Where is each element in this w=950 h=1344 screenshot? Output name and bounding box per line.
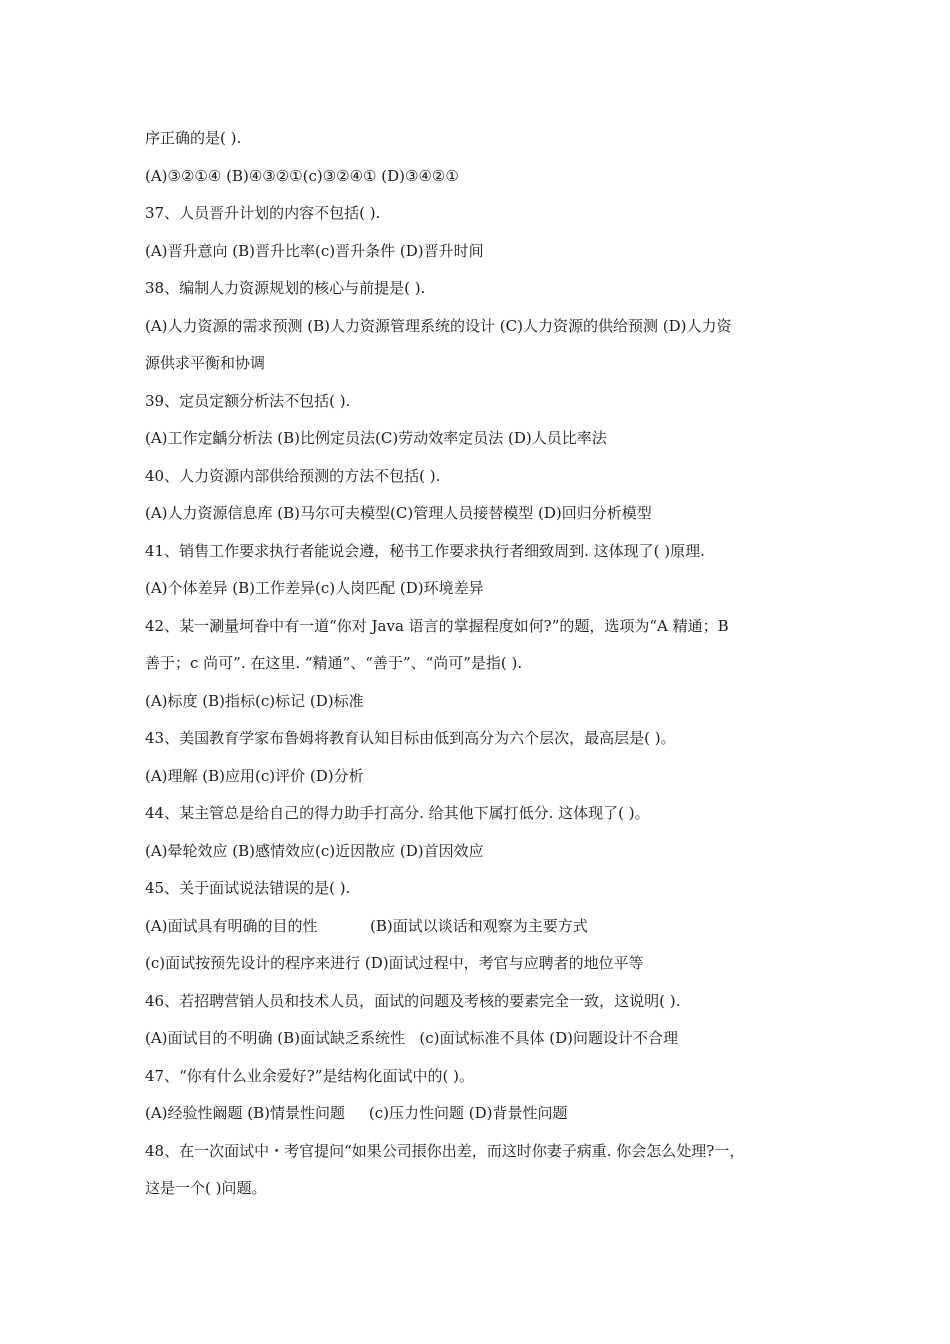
text-line-options-45-ab: (A)面试具有明确的目的性 (B)面试以谈话和观察为主要方式 xyxy=(145,916,588,935)
text-line-question-45: 45、关于面试说法错误的是( ). xyxy=(145,879,351,897)
text-line-question-37: 37、人员晋升计划的内容不包括( ). xyxy=(145,204,381,222)
document-page xyxy=(145,120,825,1208)
text-line-question-42-continued: 善于；c 尚可”. 在这里. “精通”、“善于”、“尚可”是指( ). xyxy=(145,654,523,672)
text-line-options-40: (A)人力资源信息库 (B)马尔可夫模型(C)管理人员接替模型 (D)回归分析模型 xyxy=(145,504,652,522)
text-line-options-46: (A)面试目的不明确 (B)面试缺乏系统性 (c)面试标准不具体 (D)问题设计不合理 xyxy=(145,1029,678,1047)
text-line-options-39: (A)工作定齲分析法 (B)比例定员法(C)劳动效率定员法 (D)人员比率法 xyxy=(145,429,607,447)
text-line-question-46: 46、若招聘营销人员和技术人员，面试的问题及考核的要素完全一致，这说明( ). xyxy=(145,991,681,1010)
text-line-options-38: (A)人力资源的需求预测 (B)人力资源管理系统的设计 (C)人力资源的供给预测 (D)人力资 xyxy=(145,316,732,335)
text-line-question-36-continued: 序正确的是( ). xyxy=(145,129,242,147)
text-line-options-42: (A)标度 (B)指标(c)标记 (D)标准 xyxy=(145,691,364,710)
text-line-options-37: (A)晋升意向 (B)晋升比率(c)晋升条件 (D)晋升时间 xyxy=(145,241,484,260)
text-line-question-48-continued: 这是一个( )问题。 xyxy=(145,1179,267,1197)
text-line-question-42: 42、某一涮量坷眷中有一道“你对 Java 语言的掌握程度如何?”的题，选项为“A 精通；B xyxy=(145,616,729,635)
text-line-question-41: 41、销售工作要求执行者能说会遵，秘书工作要求执行者细致周到. 这体现了( )原理. xyxy=(145,541,705,560)
text-line-options-36: (A)③②①④ (B)④③②①(c)③②④① (D)③④②① xyxy=(145,166,459,185)
text-line-options-41: (A)个体差异 (B)工作差异(c)人岗匹配 (D)环境差异 xyxy=(145,579,484,597)
text-line-question-44: 44、某主管总是给自己的得力助手打高分. 给其他下属打低分. 这体现了( )。 xyxy=(145,804,650,822)
text-line-options-47: (A)经验性阚题 (B)情景性问题 (c)压力性问题 (D)背景性问题 xyxy=(145,1104,568,1122)
text-line-options-44: (A)晕轮效应 (B)感情效应(c)近因散应 (D)首因效应 xyxy=(145,841,484,860)
text-line-options-45-cd: (c)面试按预先设计的程序来进行 (D)面试过程中，考官与应聘者的地位平等 xyxy=(145,954,644,972)
text-line-options-43: (A)理解 (B)应用(c)评价 (D)分析 xyxy=(145,766,364,785)
text-line-question-48: 48、在一次面试中・考官提问“如果公司掁你出差，而这时你妻子病重. 你会怎么处理?一， xyxy=(145,1141,745,1160)
text-line-question-40: 40、人力资源内部供给预测的方法不包括( ). xyxy=(145,466,441,485)
text-line-question-47: 47、“你有什么业余爱好?”是结构化面试中的( )。 xyxy=(145,1066,474,1085)
text-line-question-43: 43、美国教育学家布鲁姆将教育认知目标由低到高分为六个层次，最高层是( )。 xyxy=(145,729,676,747)
text-line-question-38: 38、编制人力资源规划的核心与前提是( ). xyxy=(145,279,426,297)
text-line-options-38-continued: 源供求平衡和协调 xyxy=(145,354,266,372)
text-line-question-39: 39、定员定额分析法不包括( ). xyxy=(145,391,351,410)
